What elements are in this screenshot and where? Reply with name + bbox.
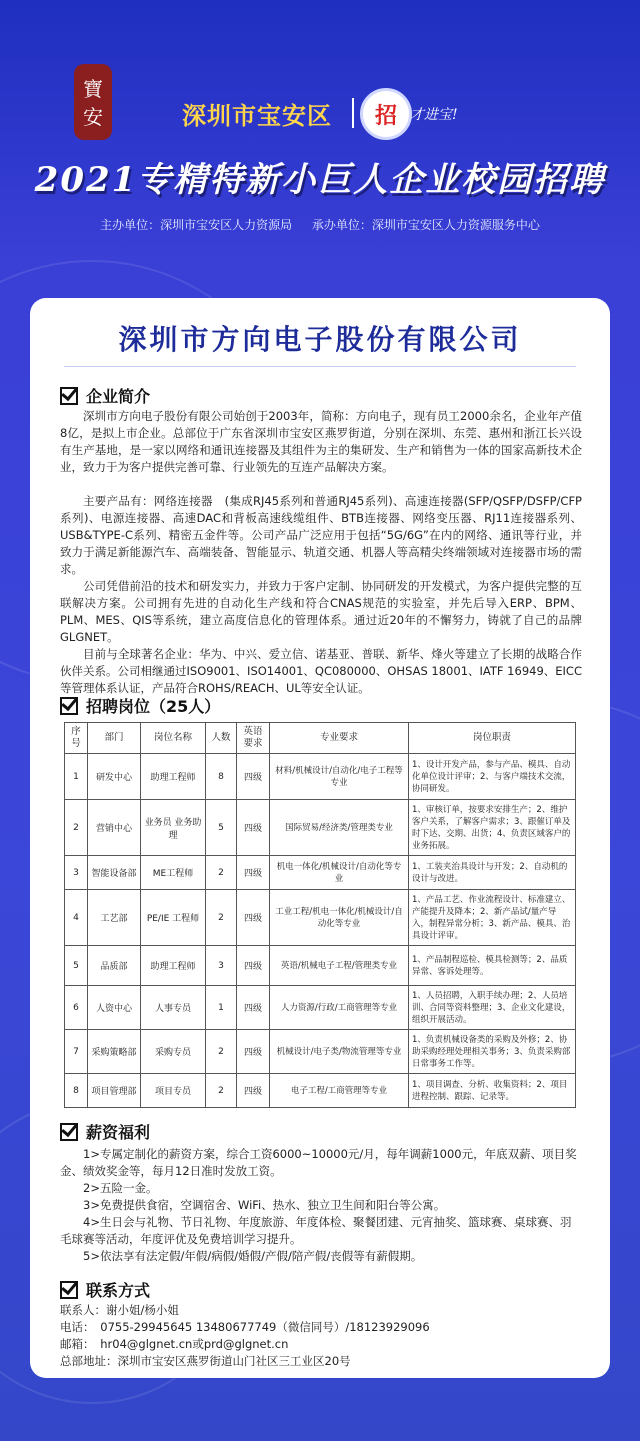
benefits-list — [60, 1146, 582, 1265]
benefits-heading-label: 薪资福利 — [86, 1123, 151, 1142]
cell-duties: 1、工装夹治具设计与开发；2、自动机的设计与改进。 — [409, 856, 576, 890]
svg-text:寶: 寶 — [83, 77, 103, 101]
cell-major: 机械设计/电子类/物流管理等专业 — [270, 1030, 409, 1074]
cell-count: 1 — [206, 986, 237, 1030]
benefit-item: 2>五险一金。 — [83, 1181, 158, 1195]
cell-title: 项目专员 — [141, 1074, 206, 1108]
contact-heading — [60, 1278, 150, 1301]
cell-title: PE/IE 工程师 — [141, 890, 206, 946]
content-card — [30, 298, 610, 1378]
checkbox-icon — [60, 1281, 78, 1299]
cell-duties: 1、负责机械设备类的采购及外修；2、协助采购经理处理相关事务；3、负责采购部日常事务工作等。 — [409, 1030, 576, 1074]
table-row — [65, 856, 576, 890]
page-header — [0, 0, 640, 300]
cell-dept: 品质部 — [88, 946, 141, 986]
jobs-table — [64, 722, 576, 1108]
table-row — [65, 754, 576, 800]
cell-title: 助理工程师 — [141, 946, 206, 986]
cell-major: 人力资源/行政/工商管理等专业 — [270, 986, 409, 1030]
intro-heading — [60, 384, 150, 407]
table-row — [65, 800, 576, 856]
cell-no: 7 — [65, 1030, 88, 1074]
cell-title: 采购专员 — [141, 1030, 206, 1074]
cell-duties: 1、审核订单，按要求安排生产；2、维护客户关系，了解客户需求；3、跟催订单及时下达、交期、出货；4、负责区域客户的业务拓展。 — [409, 800, 576, 856]
header-divider — [352, 98, 354, 128]
intro-paragraph-3: 公司凭借前沿的技术和研发实力，并致力于客户定制、协同研发的开发模式，为客户提供完整的互联解决方案。公司拥有先进的自动化生产线和符合CNAS规范的实验室，并先后导入ERP、BPM、PLM、MES、QIS等系统，建立高度信息化的管理体系。通过近20年的不懈努力，铸就了自己的品牌GLGNET。 — [60, 579, 582, 644]
contact-info — [60, 1302, 582, 1370]
cell-no: 2 — [65, 800, 88, 856]
intro-heading-label: 企业简介 — [86, 387, 151, 406]
name-underline — [64, 366, 576, 367]
intro-paragraph-1: 深圳市方向电子股份有限公司始创于2003年，简称：方向电子，现有员工2000余名，企业年产值8亿，是拟上市企业。总部位于广东省深圳市宝安区燕罗街道，分别在深圳、东莞、惠州和浙江长兴设有生产基地，是一家以网络和通讯连接器及其组件为主的集研发、生产和销售为一体的国家高新技术企业，致力于为客户提供完善可靠、行业领先的互连产品解决方案。 — [60, 409, 582, 474]
cell-dept: 营销中心 — [88, 800, 141, 856]
cell-major: 材料/机械设计/自动化/电子工程等专业 — [270, 754, 409, 800]
cell-english: 四级 — [237, 890, 270, 946]
cell-duties: 1、产品工艺、作业流程设计、标准建立、产能提升及降本；2、新产品试/量产导入，制程异常分析；3、新产品、模具、治具设计评审。 — [409, 890, 576, 946]
col-duties: 岗位职责 — [409, 723, 576, 754]
cell-dept: 项目管理部 — [88, 1074, 141, 1108]
checkbox-icon — [60, 1123, 78, 1141]
cell-count: 2 — [206, 1030, 237, 1074]
cell-no: 1 — [65, 754, 88, 800]
cell-title: 人事专员 — [141, 986, 206, 1030]
contact-heading-label: 联系方式 — [86, 1281, 151, 1300]
table-row — [65, 986, 576, 1030]
intro-paragraph-2: 主要产品有：网络连接器 (集成RJ45系列和普通RJ45系列)、高速连接器(SFP/QSFP/DSFP/CFP系列)、电源连接器、高速DAC和背板高速线缆组件、BTB连接器、网络变压器、RJ11连接器系列、USB&TYPE-C系列、精密五金件等。公司产品广泛应用于包括“5G/6G”在内的网络、通讯等行业，并致力于满足新能源汽车、高端装备、智能显示、轨道交通、机器人等高精尖终端领域对连接器市场的需求。 — [60, 494, 582, 576]
organizers — [0, 216, 640, 233]
cell-major: 国际贸易/经济类/管理类专业 — [270, 800, 409, 856]
cell-english: 四级 — [237, 800, 270, 856]
cell-english: 四级 — [237, 1030, 270, 1074]
slogan-text: 才进宝! — [410, 107, 458, 123]
cell-dept: 采购策略部 — [88, 1030, 141, 1074]
cell-major: 英语/机械电子工程/管理类专业 — [270, 946, 409, 986]
table-row — [65, 1030, 576, 1074]
cell-title: 助理工程师 — [141, 754, 206, 800]
cell-dept: 人资中心 — [88, 986, 141, 1030]
col-title: 岗位名称 — [141, 723, 206, 754]
cell-english: 四级 — [237, 856, 270, 890]
col-major: 专业要求 — [270, 723, 409, 754]
cell-count: 8 — [206, 754, 237, 800]
cell-title: 业务员 业务助理 — [141, 800, 206, 856]
organizer-unit: 承办单位：深圳市宝安区人力资源服务中心 — [311, 218, 540, 232]
cell-no: 3 — [65, 856, 88, 890]
table-row — [65, 1074, 576, 1108]
host-unit: 主办单位：深圳市宝安区人力资源局 — [100, 218, 293, 232]
benefit-item: 3>免费提供食宿，空调宿舍、WiFi、热水、独立卫生间和阳台等公寓。 — [83, 1198, 446, 1212]
cell-english: 四级 — [237, 986, 270, 1030]
cell-dept: 工艺部 — [88, 890, 141, 946]
table-header-row — [65, 723, 576, 754]
cell-english: 四级 — [237, 1074, 270, 1108]
cell-english: 四级 — [237, 754, 270, 800]
benefit-item: 5>依法享有法定假/年假/病假/婚假/产假/陪产假/丧假等有薪假期。 — [83, 1249, 423, 1263]
cell-duties: 1、产品制程巡检、模具检测等；2、品质异常、客诉处理等。 — [409, 946, 576, 986]
page-title: 2021专精特新小巨人企业校园招聘 — [34, 160, 606, 200]
cell-major: 机电一体化/机械设计/自动化等专业 — [270, 856, 409, 890]
district-name: 深圳市宝安区 — [182, 102, 332, 130]
cell-dept: 研发中心 — [88, 754, 141, 800]
col-count: 人数 — [206, 723, 237, 754]
contact-email: 邮箱： hr04@glgnet.cn或prd@glgnet.cn — [60, 1337, 289, 1351]
table-row — [65, 890, 576, 946]
intro-paragraph-4: 目前与全球著名企业：华为、中兴、爱立信、诺基亚、普联、新华、烽火等建立了长期的战略合作伙伴关系。公司相继通过ISO9001、ISO14001、QC080000、OHSAS 18001、IATF 16949、EICC等管理体系认证，产品符合ROHS/REACH、UL等安全认证。 — [60, 647, 582, 695]
checkbox-icon — [60, 387, 78, 405]
contact-phone: 电话： 0755-29945645 13480677749（微信同号）/18123929096 — [60, 1320, 430, 1334]
cell-count: 5 — [206, 800, 237, 856]
cell-duties: 1、项目调查、分析、收集资料；2、项目进程控制、跟踪、记录等。 — [409, 1074, 576, 1108]
cell-english: 四级 — [237, 946, 270, 986]
cell-count: 2 — [206, 890, 237, 946]
company-name: 深圳市方向电子股份有限公司 — [118, 323, 522, 356]
jobs-heading-label: 招聘岗位（25人） — [86, 697, 221, 716]
svg-text:安: 安 — [83, 105, 103, 129]
cell-no: 8 — [65, 1074, 88, 1108]
baoan-logo-icon — [72, 62, 114, 142]
cell-count: 2 — [206, 856, 237, 890]
cell-major: 工业工程/机电一体化/机械设计/自动化等专业 — [270, 890, 409, 946]
slogan-badge: 招 — [360, 88, 412, 140]
checkbox-icon — [60, 697, 78, 715]
cell-dept: 智能设备部 — [88, 856, 141, 890]
cell-major: 电子工程/工商管理等专业 — [270, 1074, 409, 1108]
jobs-heading — [60, 694, 220, 717]
cell-count: 2 — [206, 1074, 237, 1108]
col-english: 英语要求 — [237, 723, 270, 754]
contact-address: 总部地址：深圳市宝安区燕罗街道山门社区三工业区20号 — [60, 1354, 351, 1368]
cell-no: 6 — [65, 986, 88, 1030]
benefit-item: 1>专属定制化的薪资方案，综合工资6000~10000元/月，每年调薪1000元，年底双薪、项目奖金、绩效奖金等，每月12日准时发放工资。 — [60, 1147, 577, 1178]
cell-title: ME工程师 — [141, 856, 206, 890]
cell-no: 4 — [65, 890, 88, 946]
cell-duties: 1、人员招聘，入职手续办理；2、人员培训、合同等资料整理；3、企业文化建设，组织开展活动。 — [409, 986, 576, 1030]
cell-duties: 1、设计开发产品，参与产品、模具、自动化单位设计评审；2、与客户端技术交流，协同研发。 — [409, 754, 576, 800]
col-dept: 部门 — [88, 723, 141, 754]
cell-count: 3 — [206, 946, 237, 986]
benefits-heading — [60, 1120, 150, 1143]
contact-person: 联系人：谢小姐/杨小姐 — [60, 1303, 179, 1317]
cell-no: 5 — [65, 946, 88, 986]
table-row — [65, 946, 576, 986]
col-no: 序号 — [65, 723, 88, 754]
benefit-item: 4>生日会与礼物、节日礼物、年度旅游、年度体检、聚餐团建、元宵抽奖、篮球赛、桌球赛、羽毛球赛等活动，年度评优及免费培训学习提升。 — [60, 1215, 572, 1246]
